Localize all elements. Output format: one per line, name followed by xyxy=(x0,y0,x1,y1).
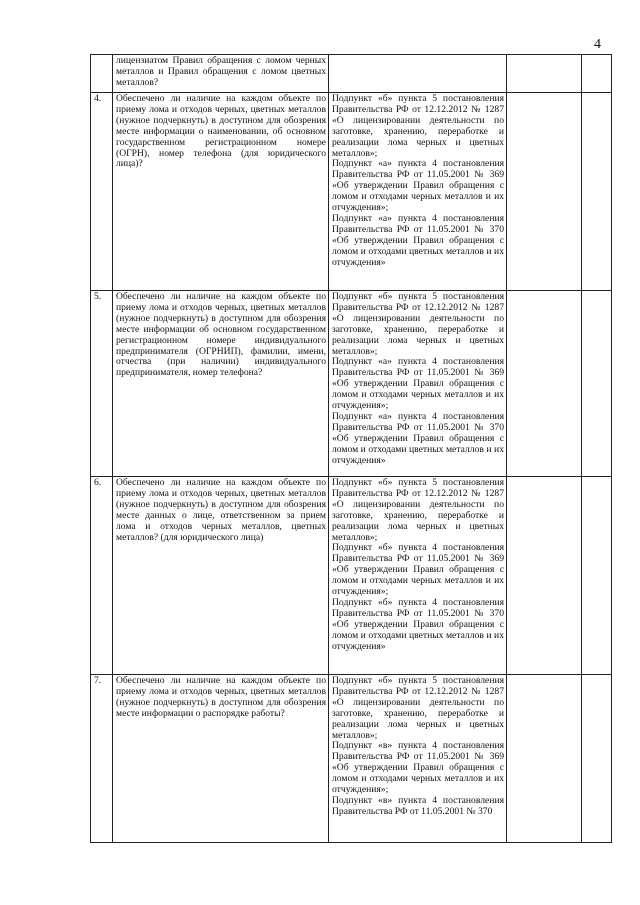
basis-item: Подпункт «б» пункта 5 постановления Правительства РФ от 12.12.2012 № 1287 «О лицензировании деятельности по заготовке, хранению, переработке и реализации лома черных и цветных металлов»; xyxy=(332,291,504,357)
basis-item: Подпункт «в» пункта 4 постановления Правительства РФ от 11.05.2001 № 370 xyxy=(332,794,504,817)
basis-item: Подпункт «а» пункта 4 постановления Правительства РФ от 11.05.2001 № 370 «Об утверждении Правил обращения с ломом и отходами цветных металлов и их отчуждения» xyxy=(332,410,504,466)
question-text: Обеспечено ли наличие на каждом объекте по приему лома и отходов черных, цветных металлов (нужное подчеркнуть) в доступном для обозрения месте информации о распорядке работы? xyxy=(113,675,329,843)
legal-basis xyxy=(329,477,507,675)
row-number: 5. xyxy=(91,291,113,477)
note-cell xyxy=(582,93,612,291)
row-number: 4. xyxy=(91,93,113,291)
basis-item: Подпункт «б» пункта 4 постановления Правительства РФ от 11.05.2001 № 369 «Об утверждении Правил обращения с ломом и отходами черных металлов и их отчуждения»; xyxy=(332,542,504,598)
checklist-table xyxy=(90,54,612,843)
answer-cell xyxy=(507,55,582,93)
question-text: Обеспечено ли наличие на каждом объекте по приему лома и отходов черных, цветных металлов (нужное подчеркнуть) в доступном для обозрения месте информации о наименовании, об основном государственном регистрационном номере (ОГРН), номер телефона (для юридического лица)? xyxy=(113,93,329,291)
question-text: лицензиатом Правил обращения с ломом черных металлов и Правил обращения с ломом цветных металлов? xyxy=(113,55,329,93)
basis-item: Подпункт «а» пункта 4 постановления Правительства РФ от 11.05.2001 № 370 «Об утверждении Правил обращения с ломом и отходами цветных металлов и их отчуждения» xyxy=(332,212,504,268)
basis-item: Подпункт «б» пункта 4 постановления Правительства РФ от 11.05.2001 № 370 «Об утверждении Правил обращения с ломом и отходами цветных металлов и их отчуждения» xyxy=(332,596,504,652)
table-row xyxy=(91,291,612,477)
note-cell xyxy=(582,291,612,477)
basis-item: Подпункт «а» пункта 4 постановления Правительства РФ от 11.05.2001 № 369 «Об утверждении Правил обращения с ломом и отходами черных металлов и их отчуждения»; xyxy=(332,356,504,412)
basis-item: Подпункт «б» пункта 5 постановления Правительства РФ от 12.12.2012 № 1287 «О лицензировании деятельности по заготовке, хранению, переработке и реализации лома черных и цветных металлов»; xyxy=(332,93,504,159)
legal-basis xyxy=(329,93,507,291)
basis-item: Подпункт «а» пункта 4 постановления Правительства РФ от 11.05.2001 № 369 «Об утверждении Правил обращения с ломом и отходами черных металлов и их отчуждения»; xyxy=(332,158,504,214)
basis-item: Подпункт «б» пункта 5 постановления Правительства РФ от 12.12.2012 № 1287 «О лицензировании деятельности по заготовке, хранению, переработке и реализации лома черных и цветных металлов»; xyxy=(332,477,504,543)
legal-basis xyxy=(329,291,507,477)
basis-item: Подпункт «б» пункта 5 постановления Правительства РФ от 12.12.2012 № 1287 «О лицензировании деятельности по заготовке, хранению, переработке и реализации лома черных и цветных металлов»; xyxy=(332,675,504,741)
table-row xyxy=(91,55,612,93)
table-row xyxy=(91,93,612,291)
table-row xyxy=(91,675,612,843)
note-cell xyxy=(582,477,612,675)
answer-cell xyxy=(507,93,582,291)
table-row xyxy=(91,477,612,675)
legal-basis xyxy=(329,675,507,843)
row-number: 6. xyxy=(91,477,113,675)
question-text: Обеспечено ли наличие на каждом объекте по приему лома и отходов черных, цветных металлов (нужное подчеркнуть) в доступном для обозрения месте данных о лице, ответственном за прием лома и отходов черных металлов, цветных металлов? (для юридического лица) xyxy=(113,477,329,675)
answer-cell xyxy=(507,477,582,675)
question-text: Обеспечено ли наличие на каждом объекте по приему лома и отходов черных, цветных металлов (нужное подчеркнуть) в доступном для обозрения месте информации об основном государственном регистрационном номере индивидуального предпринимателя (ОГРНИП), фамилии, имени, отчества (при наличии) индивидуального предпринимателя, номер телефона? xyxy=(113,291,329,477)
note-cell xyxy=(582,675,612,843)
answer-cell xyxy=(507,291,582,477)
answer-cell xyxy=(507,675,582,843)
page-number: 4 xyxy=(594,37,601,52)
note-cell xyxy=(582,55,612,93)
row-number: 7. xyxy=(91,675,113,843)
row-number xyxy=(91,55,113,93)
basis-item: Подпункт «в» пункта 4 постановления Правительства РФ от 11.05.2001 № 369 «Об утверждении Правил обращения с ломом и отходами черных металлов и их отчуждения»; xyxy=(332,740,504,796)
legal-basis xyxy=(329,55,507,93)
